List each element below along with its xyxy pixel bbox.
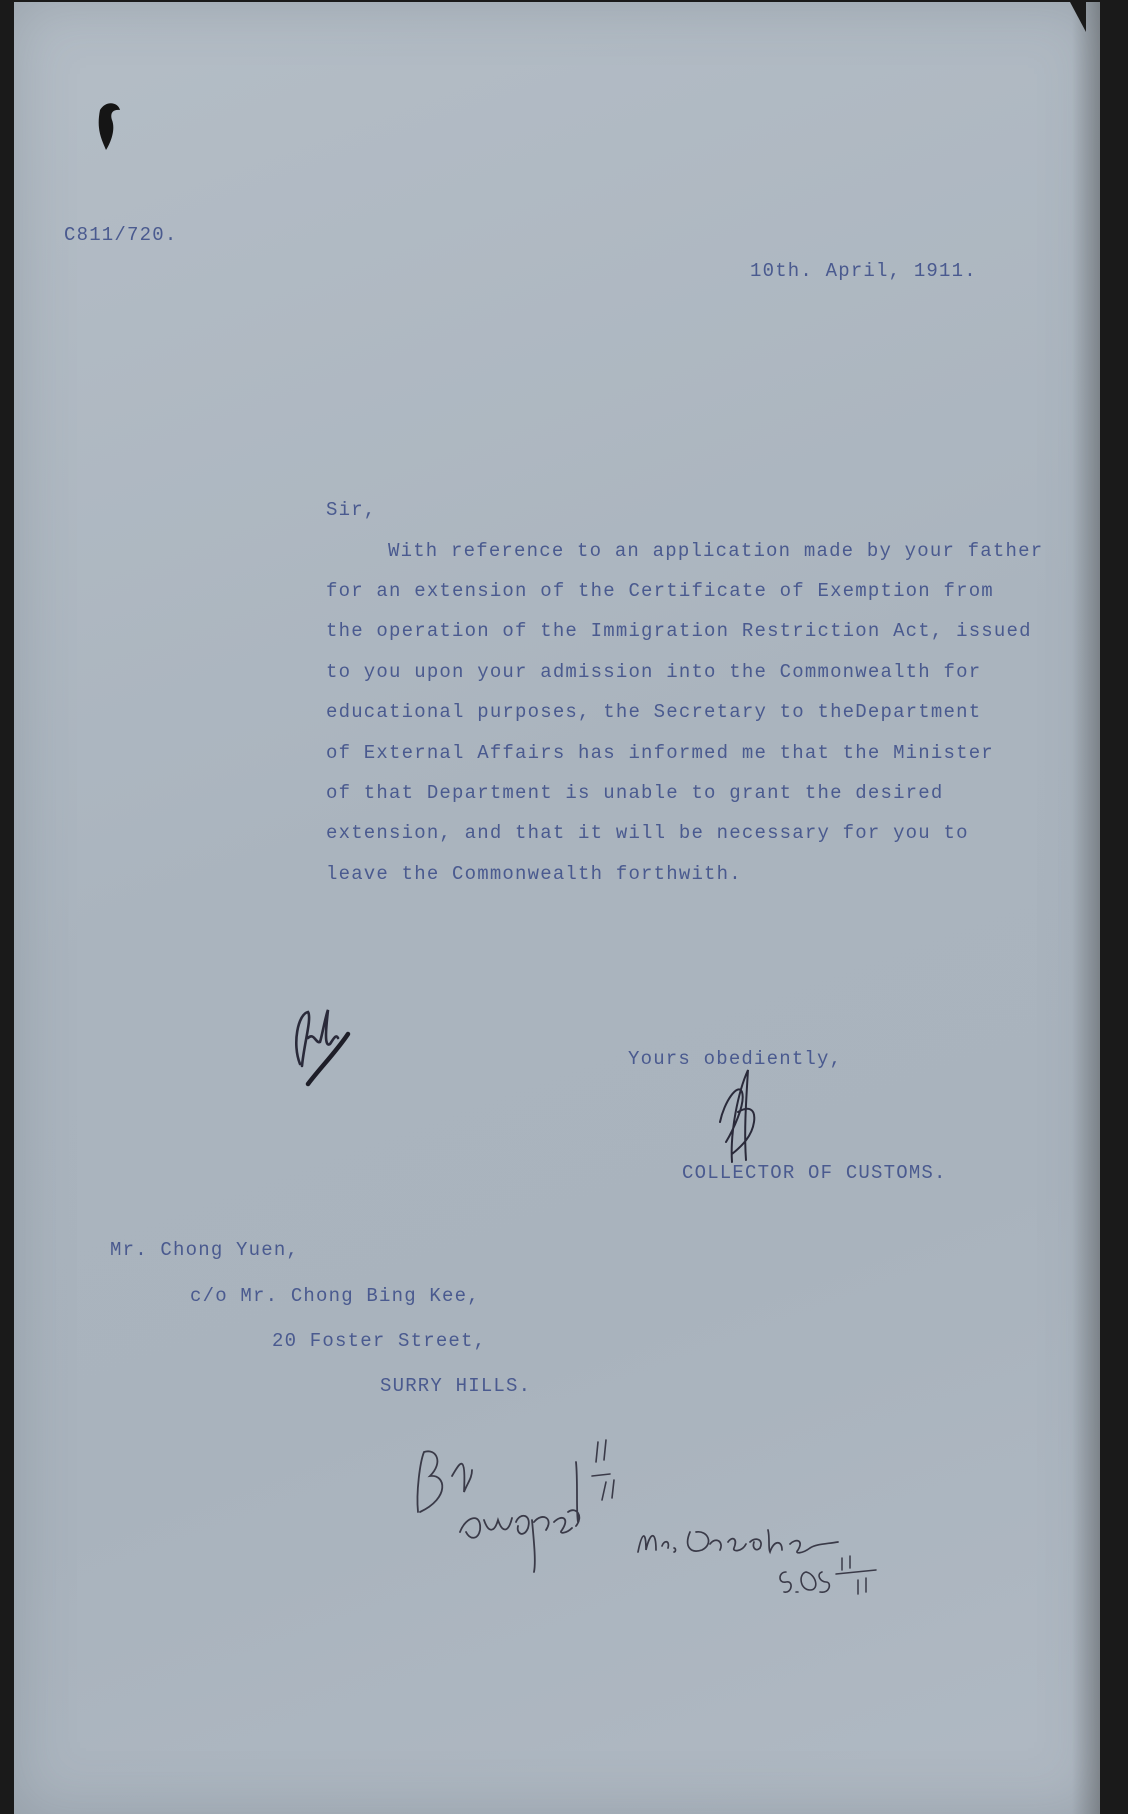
signature-mark [702, 1062, 772, 1172]
reference-number: C811/720. [64, 224, 178, 246]
document-page [14, 2, 1100, 1814]
handwritten-annotation [406, 1422, 926, 1622]
ink-blot-mark [92, 100, 126, 152]
closing: Yours obediently, [628, 1048, 843, 1070]
signatory-title: COLLECTOR OF CUSTOMS. [682, 1162, 947, 1184]
body-line: leave the Commonwealth forthwith. [326, 863, 742, 885]
body-line: the operation of the Immigration Restriction Act, issued [326, 620, 1032, 642]
body-line: With reference to an application made by your father [388, 540, 1044, 562]
address-line: c/o Mr. Chong Bing Kee, [190, 1285, 480, 1307]
body-line: of that Department is unable to grant the desired [326, 782, 944, 804]
body-line: educational purposes, the Secretary to theDepartment [326, 701, 982, 723]
handwritten-initials-left [286, 1004, 376, 1094]
address-line: 20 Foster Street, [272, 1330, 487, 1352]
page-edge-shadow [1072, 2, 1100, 1814]
body-line: for an extension of the Certificate of Exemption from [326, 580, 994, 602]
body-line: extension, and that it will be necessary for you to [326, 822, 969, 844]
address-line: Mr. Chong Yuen, [110, 1239, 300, 1261]
body-line: of External Affairs has informed me that the Minister [326, 742, 994, 764]
address-line: SURRY HILLS. [380, 1375, 532, 1397]
salutation: Sir, [326, 499, 377, 521]
body-line: to you upon your admission into the Commonwealth for [326, 661, 982, 683]
letter-date: 10th. April, 1911. [750, 260, 977, 282]
